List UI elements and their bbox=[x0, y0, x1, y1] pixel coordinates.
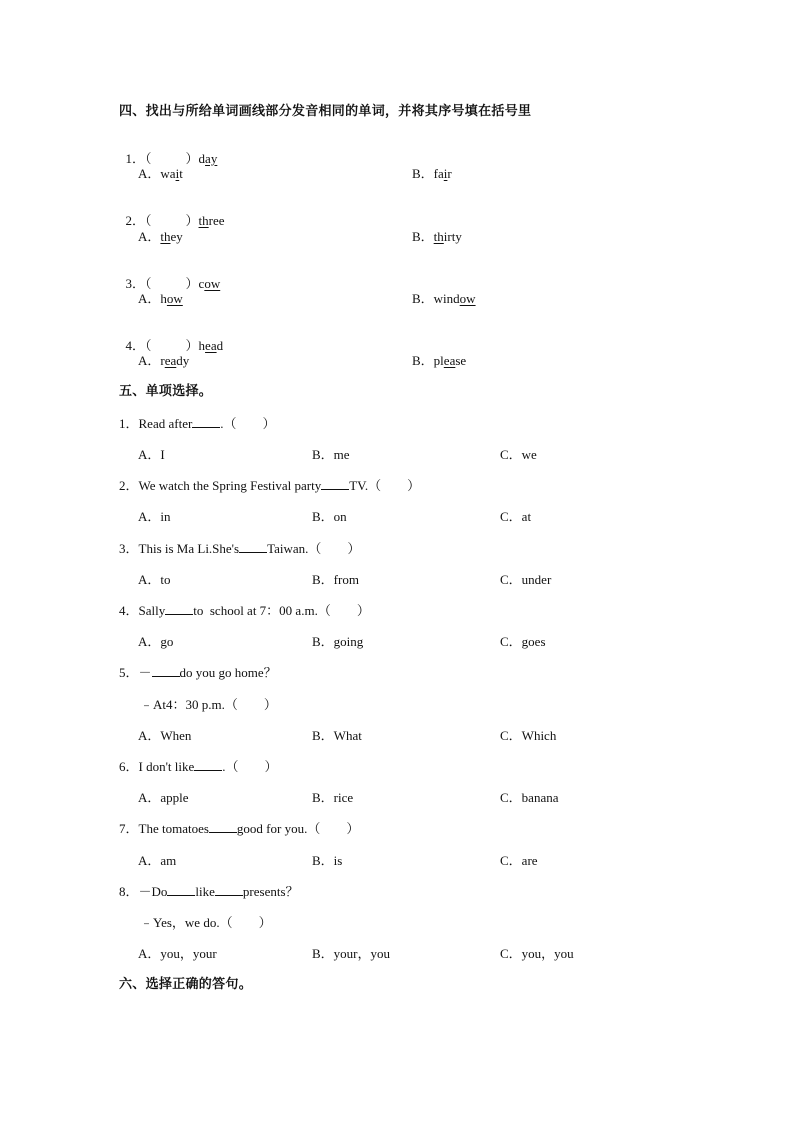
s5-question-1: 1．Read after .（ ） bbox=[119, 416, 276, 431]
s5-q4-option-c[interactable]: C．goes bbox=[500, 634, 546, 649]
answer-blank bbox=[152, 665, 180, 677]
s5-q1-option-c[interactable]: C．we bbox=[500, 447, 537, 462]
answer-blank bbox=[194, 759, 222, 771]
s5-q3-option-c[interactable]: C．under bbox=[500, 572, 552, 587]
s5-q5-option-b[interactable]: B．What bbox=[312, 728, 362, 743]
s5-q3-option-b[interactable]: B．from bbox=[312, 572, 359, 587]
s4-q4-option-b[interactable]: B．please bbox=[412, 353, 467, 368]
section-6-title: 六、选择正确的答句。 bbox=[119, 977, 253, 992]
section-4-title: 四、找出与所给单词画线部分发音相同的单词，并将其序号填在括号里 bbox=[119, 104, 532, 119]
s4-q4-option-a[interactable]: A．ready bbox=[138, 353, 190, 368]
s5-question-3: 3．This is Ma Li.She's Taiwan.（ ） bbox=[119, 541, 361, 556]
s4-q3-option-a[interactable]: A．how bbox=[138, 291, 183, 306]
s5-question-6: 6．I don't like .（ ） bbox=[119, 759, 278, 774]
s5-q5-response: ﹣At4：30 p.m.（ ） bbox=[140, 697, 277, 712]
answer-blank bbox=[167, 884, 195, 896]
s5-q8-response: ﹣Yes，we do.（ ） bbox=[140, 915, 272, 930]
s4-question-4: 4．（ ）head bbox=[125, 338, 224, 353]
s5-q8-option-b[interactable]: B．your，you bbox=[312, 946, 391, 961]
s5-q3-option-a[interactable]: A．to bbox=[138, 572, 171, 587]
s4-question-2: 2．（ ）three bbox=[125, 213, 225, 228]
s5-q2-option-b[interactable]: B．on bbox=[312, 509, 347, 524]
s5-q6-option-a[interactable]: A．apple bbox=[138, 790, 189, 805]
s4-q1-option-a[interactable]: A．wait bbox=[138, 166, 183, 181]
s5-q4-option-a[interactable]: A．go bbox=[138, 634, 174, 649]
answer-blank bbox=[239, 541, 267, 553]
s4-question-1: 1．（ ）day bbox=[125, 151, 218, 166]
answer-blank bbox=[215, 884, 243, 896]
s5-q1-option-a[interactable]: A．I bbox=[138, 447, 165, 462]
s4-question-3: 3．（ ）cow bbox=[125, 276, 221, 291]
s4-q2-option-b[interactable]: B．thirty bbox=[412, 229, 462, 244]
s5-q5-option-c[interactable]: C．Which bbox=[500, 728, 557, 743]
s5-q2-option-c[interactable]: C．at bbox=[500, 509, 532, 524]
s4-q1-option-b[interactable]: B．fair bbox=[412, 166, 452, 181]
s5-q6-option-b[interactable]: B．rice bbox=[312, 790, 354, 805]
s5-q8-option-a[interactable]: A．you，your bbox=[138, 946, 217, 961]
s5-q5-option-a[interactable]: A．When bbox=[138, 728, 192, 743]
s5-q7-option-b[interactable]: B．is bbox=[312, 853, 343, 868]
answer-blank bbox=[192, 416, 220, 428]
s5-q8-option-c[interactable]: C．you，you bbox=[500, 946, 574, 961]
s4-q2-option-a[interactable]: A．they bbox=[138, 229, 183, 244]
s5-q1-option-b[interactable]: B．me bbox=[312, 447, 350, 462]
s5-question-7: 7．The tomatoes good for you.（ ） bbox=[119, 821, 360, 836]
answer-blank bbox=[209, 821, 237, 833]
s5-q2-option-a[interactable]: A．in bbox=[138, 509, 171, 524]
s5-question-2: 2．We watch the Spring Festival party TV.（ ） bbox=[119, 478, 421, 493]
s5-question-5: 5．－ do you go home？ bbox=[119, 665, 277, 680]
s5-q7-option-a[interactable]: A．am bbox=[138, 853, 177, 868]
s5-question-4: 4．Sally to school at 7：00 a.m.（ ） bbox=[119, 603, 370, 618]
section-5-title: 五、单项选择。 bbox=[119, 384, 213, 399]
s5-question-8: 8．－Do like presents？ bbox=[119, 884, 299, 899]
s5-q7-option-c[interactable]: C．are bbox=[500, 853, 538, 868]
s5-q4-option-b[interactable]: B．going bbox=[312, 634, 364, 649]
s5-q6-option-c[interactable]: C．banana bbox=[500, 790, 559, 805]
s4-q3-option-b[interactable]: B．window bbox=[412, 291, 476, 306]
answer-blank bbox=[321, 478, 349, 490]
answer-blank bbox=[165, 603, 193, 615]
